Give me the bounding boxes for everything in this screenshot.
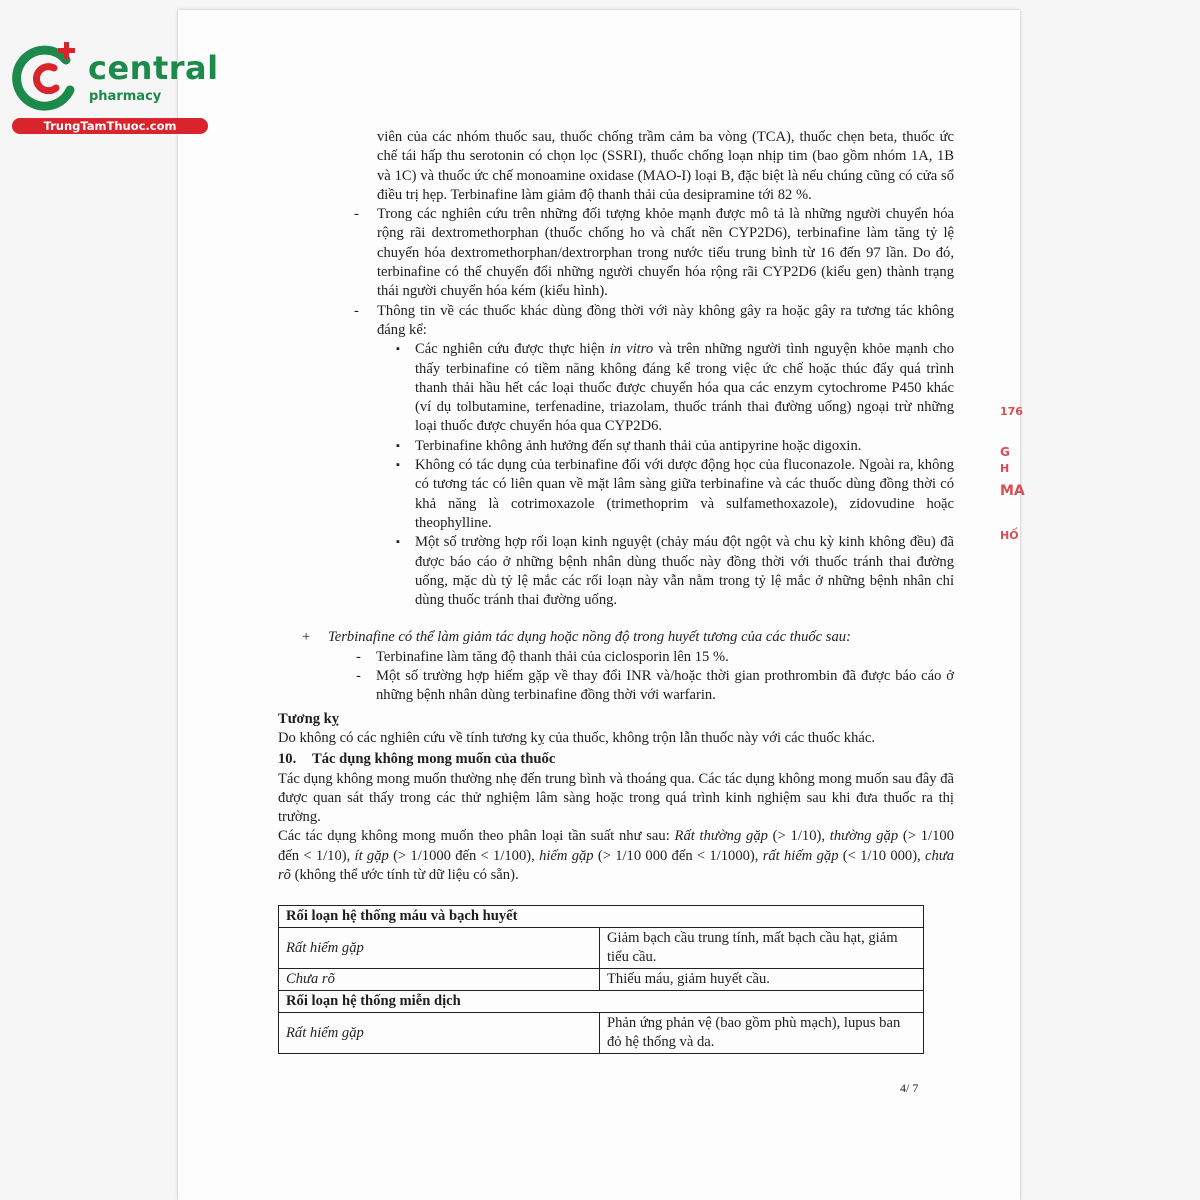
paragraph-side-effects-intro: Tác dụng không mong muốn thường nhẹ đến trung bình và thoáng qua. Các tác dụng không mong muốn sau đây đã được quan sát thấy trong các thử nghiệm lâm sàng hoặc trong quá trình kinh nghiệm sau khi đưa thuốc ra thị trường. (278, 770, 954, 826)
freq-text: (< 1/10 000), (838, 847, 925, 864)
freq-term: thường gặp (829, 828, 899, 845)
document-body (278, 128, 954, 1054)
freq-text: (> 1/100 đến < 1/10), (278, 828, 954, 864)
paragraph-intro: viên của các nhóm thuốc sau, thuốc chống trầm cảm ba vòng (TCA), thuốc chẹn beta, thuốc ức chế tái hấp thu serotonin có chọn lọc (SSRI), thuốc chống loạn nhịp tim (bao gồm nhóm 1A, 1B và 1C) và thuốc ức chế monoamine oxidase (MAO-I) loại B, đặc biệt là nếu chúng cũng có cửa sổ điều trị hẹp. Terbinafine làm giảm độ thanh thải của desipramine tới 82 %. (377, 129, 954, 203)
paragraph-frequency (278, 827, 954, 885)
freq-term: hiếm gặp (539, 847, 594, 864)
freq-term: Rất thường gặp (674, 828, 768, 845)
stamp-fragment: 176 (1000, 405, 1023, 418)
table-effect-cell: Thiếu máu, giảm huyết cầu. (600, 969, 924, 991)
adverse-effects-table (278, 905, 924, 1054)
square-item: ▪ Terbinafine không ảnh hưởng đến sự thanh thải của antipyrine hoặc digoxin. (278, 437, 954, 456)
freq-text: Các tác dụng không mong muốn theo phân loại tần suất như sau: (278, 828, 675, 845)
stamp-fragment: MA (1000, 483, 1025, 499)
dash-list (278, 205, 954, 340)
table-group-cell: Rối loạn hệ thống máu và bạch huyết (279, 906, 924, 928)
table-row (279, 1013, 924, 1054)
page-number: 4/ 7 (900, 1081, 919, 1095)
square-item: ▪ Không có tác dụng của terbinafine đối với dược động học của fluconazole. Ngoài ra, không có tương tác có liên quan về mặt lâm sàng giữa terbinafine và các thuốc dùng đồng thời có khả năng là cotrimoxazole (trimethoprim và sulfamethoxazole), zidovudine hoặc theophylline. (278, 456, 954, 533)
plus-subitem: - Terbinafine làm tăng độ thanh thải của ciclosporin lên 15 %. (278, 648, 954, 667)
square-item-text: Các nghiên cứu được thực hiện (415, 341, 610, 358)
section-title: Tác dụng không mong muốn của thuốc (312, 751, 556, 768)
stamp-fragment: HỐ (1000, 529, 1019, 542)
table-group-cell: Rối loạn hệ thống miễn dịch (279, 991, 924, 1013)
freq-term: chưa rõ (278, 847, 955, 883)
logo-brand-name: central (88, 49, 219, 87)
dash-item: - Thông tin về các thuốc khác dùng đồng thời với này không gây ra hoặc gây ra tương tác không đáng kể: (278, 302, 954, 341)
logo-mark-icon (8, 38, 88, 118)
freq-text: (> 1/10), (767, 828, 830, 845)
square-item-emphasis: in vitro (609, 341, 654, 358)
freq-text: (> 1/1000 đến < 1/100), (388, 847, 540, 864)
square-item (278, 340, 954, 436)
table-effect-cell: Giảm bạch cầu trung tính, mất bạch cầu hạt, giảm tiểu cầu. (600, 928, 924, 969)
section-heading-10 (278, 750, 954, 769)
plus-heading: + Terbinafine có thể làm giảm tác dụng hoặc nồng độ trong huyết tương của các thuốc sau: (278, 628, 954, 647)
freq-text: (> 1/10 000 đến < 1/1000), (593, 847, 763, 864)
table-freq-cell: Chưa rõ (279, 969, 600, 991)
table-row (279, 928, 924, 969)
freq-term: ít gặp (354, 847, 389, 864)
table-group-row (279, 906, 924, 928)
table-effect-cell: Phản ứng phản vệ (bao gồm phù mạch), lupus ban đỏ hệ thống và da. (600, 1013, 924, 1054)
square-list (278, 340, 954, 610)
table-freq-cell: Rất hiếm gặp (279, 928, 600, 969)
freq-text: (không thể ước tính từ dữ liệu có sẵn). (290, 866, 519, 883)
freq-term: rất hiếm gặp (762, 847, 839, 864)
plus-sublist (278, 648, 954, 706)
logo-subtitle: pharmacy (89, 89, 162, 104)
stamp-fragment: G (1000, 445, 1010, 459)
table-group-row (279, 991, 924, 1013)
section-number: 10. (278, 751, 297, 768)
stamp-fragment: H (1000, 462, 1010, 475)
table-row (279, 969, 924, 991)
square-item: ▪ Một số trường hợp rối loạn kinh nguyệt (chảy máu đột ngột và chu kỳ kinh không đều) đã được báo cáo ở những bệnh nhân dùng thuốc này đồng thời với thuốc tránh thai đường uống, mặc dù tỷ lệ mắc các rối loạn này vẫn nằm trong tỷ lệ mắc ở những bệnh nhân chỉ dùng thuốc tránh thai đường uống. (278, 533, 954, 610)
table-freq-cell: Rất hiếm gặp (279, 1013, 600, 1054)
logo-site-link[interactable]: TrungTamThuoc.com (12, 118, 208, 134)
section-heading-tuong-ky: Tương kỵ (278, 710, 340, 727)
plus-subitem: - Một số trường hợp hiếm gặp về thay đổi INR và/hoặc thời gian prothrombin đã được báo cáo ở những bệnh nhân dùng terbinafine đồng thời với warfarin. (278, 667, 954, 706)
dash-item: - Trong các nghiên cứu trên những đối tượng khỏe mạnh được mô tả là những người chuyển hóa rộng rãi dextromethorphan (thuốc chống ho và chất nền CYP2D6), terbinafine làm tăng tỷ lệ chuyển hóa dextromethorphan/dextrorphan trong nước tiểu trung bình từ 16 đến 97 lần. Do đó, terbinafine có thể chuyển đổi những người chuyển hóa rộng rãi CYP2D6 (kiểu gen) thành trạng thái người chuyển hóa kém (kiểu hình). (278, 205, 954, 301)
paragraph-tuong-ky: Do không có các nghiên cứu về tính tương kỵ của thuốc, không trộn lẫn thuốc này với các thuốc khác. (278, 729, 876, 746)
square-item-text: và trên những người tình nguyện khỏe mạnh cho thấy terbinafine có tiềm năng không đáng kể trong việc ức chế hoặc thúc đẩy quá trình thanh thải hầu hết các loại thuốc được chuyển hóa qua các enzym cytochrome P450 khác (ví dụ tolbutamine, terfenadine, triazolam, thuốc tránh thai đường uống) ngoại trừ những loại thuốc được chuyển hóa qua CYP2D6. (415, 341, 955, 435)
